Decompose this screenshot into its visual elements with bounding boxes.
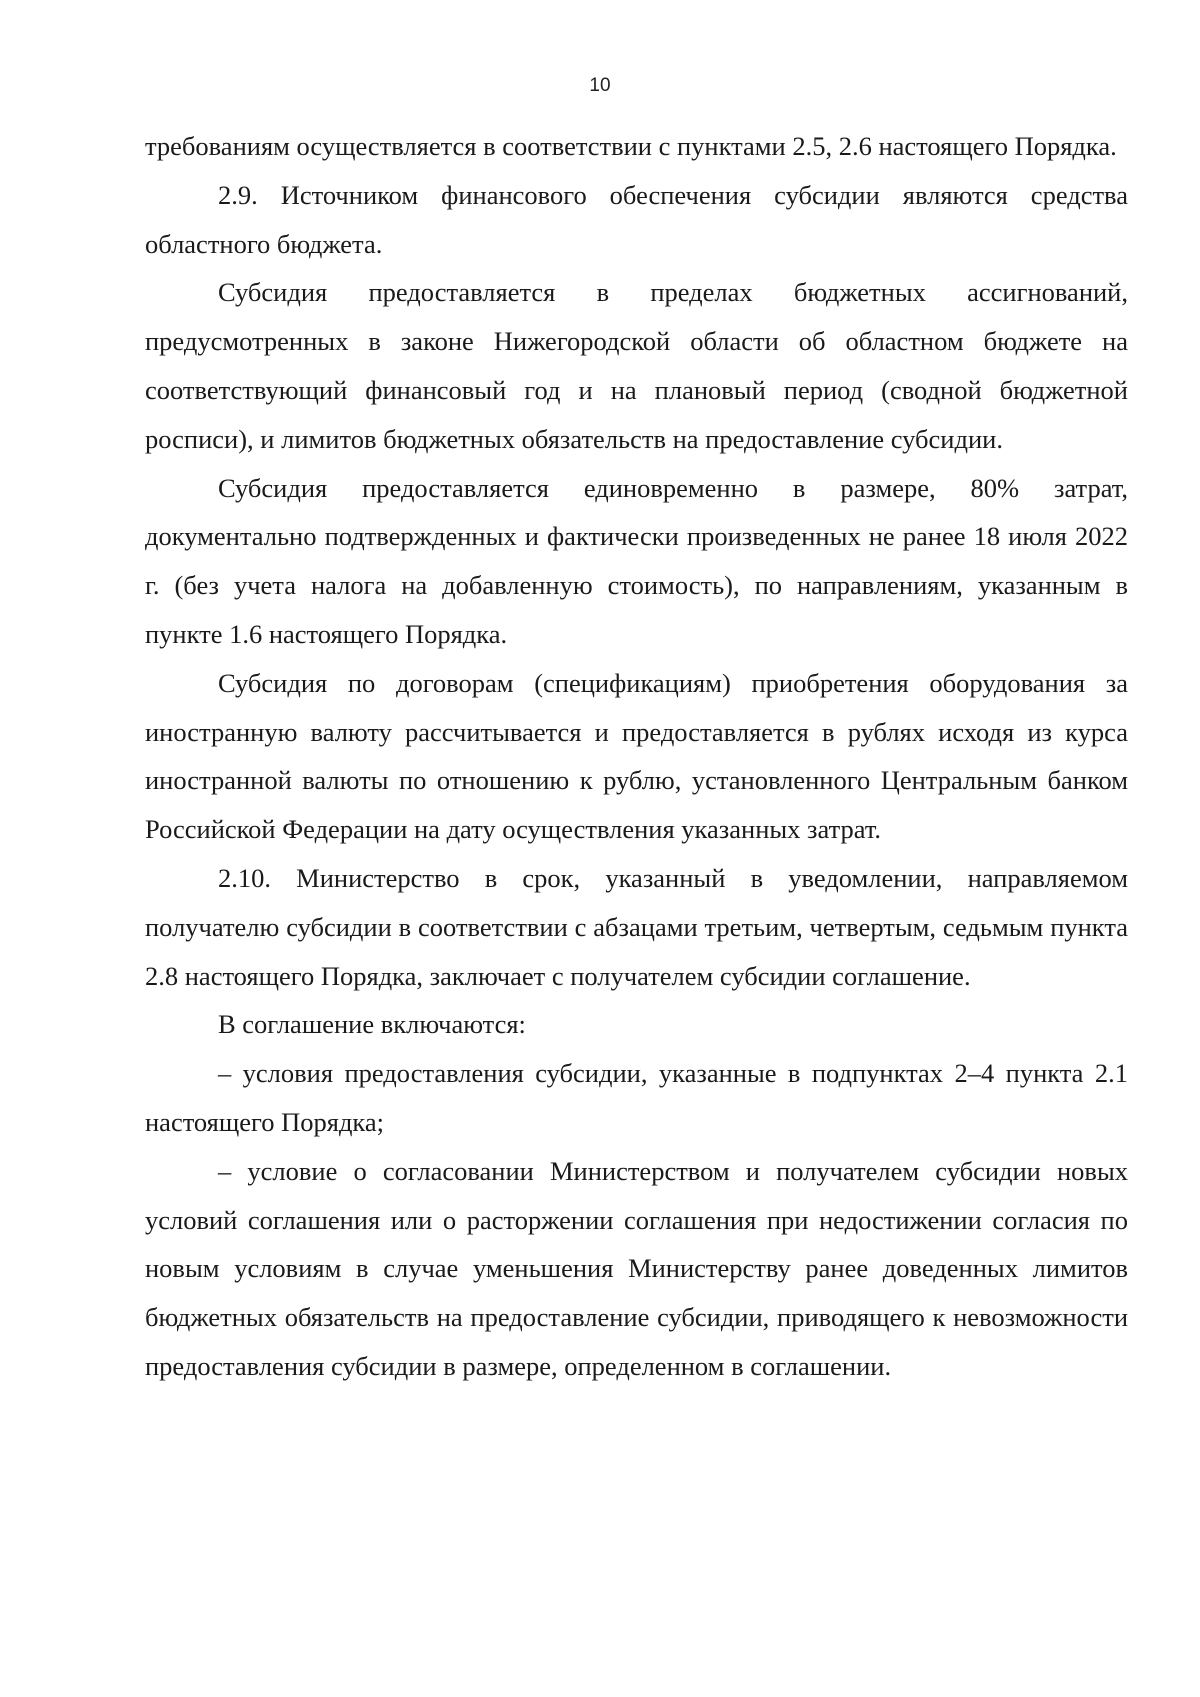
paragraph-agreement-includes: В соглашение включаются: xyxy=(218,1009,526,1040)
paragraph-subsidy-currency: Субсидия по договорам (спецификациям) приобретения оборудования за иностранную валюту рассчитывается и предоставляется в рублях исходя из курса иностранной валюты по отношению к рублю, установленного Центральным банком Российской Федерации на дату осуществления указанных затрат. xyxy=(145,667,1128,845)
paragraph-clause-2-9: 2.9. Источником финансового обеспечения субсидии являются средства областного бюджета. xyxy=(145,179,1128,259)
paragraph-subsidy-limits: Субсидия предоставляется в пределах бюджетных ассигнований, предусмотренных в законе Нижегородской области об областном бюджете на соответствующий финансовый год и на плановый период (сводной бюджетной росписи), и лимитов бюджетных обязательств на предоставление субсидии. xyxy=(145,277,1128,454)
document-body xyxy=(145,122,1128,1391)
paragraph-clause-2-10: 2.10. Министерство в срок, указанный в уведомлении, направляемом получателю субсидии в соответствии с абзацами третьим, четвертым, седьмым пункта 2.8 настоящего Порядка, заключает с получателем субсидии соглашение. xyxy=(145,862,1128,991)
list-item-new-conditions: – условие о согласовании Министерством и получателем субсидии новых условий соглашения или о расторжении соглашения при недостижении согласия по новым условиям в случае уменьшения Министерству ранее доведенных лимитов бюджетных обязательств на предоставление субсидии, приводящего к невозможности предоставления субсидии в размере, определенном в соглашении. xyxy=(145,1155,1128,1381)
paragraph-subsidy-amount: Субсидия предоставляется единовременно в размере, 80% затрат, документально подтвержденных и фактически произведенных не ранее 18 июля 2022 г. (без учета налога на добавленную стоимость), по направлениям, указанным в пункте 1.6 настоящего Порядка. xyxy=(145,472,1128,649)
paragraph-continuation: требованиям осуществляется в соответствии с пунктами 2.5, 2.6 настоящего Порядка. xyxy=(145,131,1117,161)
page-number: 10 xyxy=(589,75,611,96)
list-item-conditions: – условия предоставления субсидии, указанные в подпунктах 2–4 пункта 2.1 настоящего Порядка; xyxy=(145,1058,1128,1137)
